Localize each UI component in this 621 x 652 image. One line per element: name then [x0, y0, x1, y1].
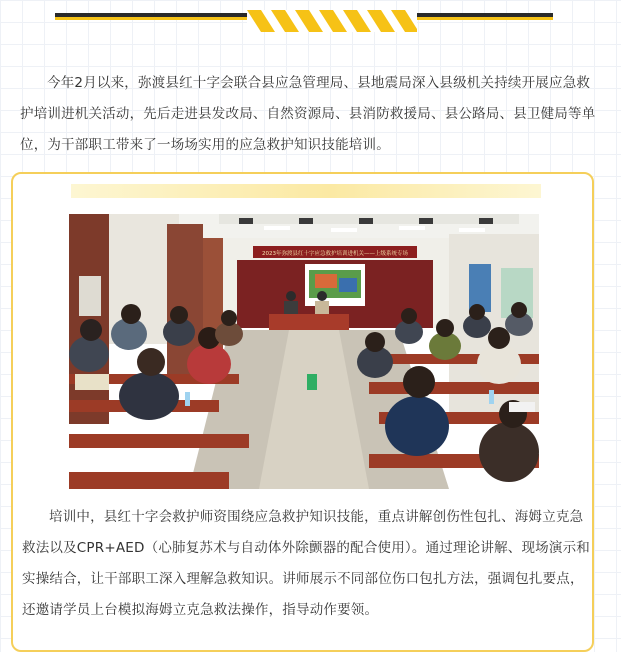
- intro-paragraph: 今年2月以来，弥渡县红十字会联合县应急管理局、县地震局深入县级机关持续开展应急救护培训进机关活动，先后走进县发改局、自然资源局、县消防救援局、县公路局、县卫健局等单位，为干部职工带来了一场场实用的应急救护知识技能培训。: [20, 75, 596, 153]
- stage-banner-text: 2023年弥渡县红十字应急救护培训进机关——上级系统专场: [262, 251, 408, 257]
- top-banner: [55, 10, 553, 32]
- body-paragraph: 培训中，县红十字会救护师资围绕应急救护知识技能，重点讲解创伤性包扎、海姆立克急救法以及CPR+AED（心肺复苏术与自动体外除颤器的配合使用）。通过理论讲解、现场演示和实操结合，让干部职工深入理解急救知识。讲师展示不同部位伤口包扎方法，强调包扎要点，还邀请学员上台模拟海姆立克急救法操作，指导动作要领。: [22, 509, 590, 618]
- training-photo: [69, 214, 539, 489]
- card-highlight-strip: [71, 184, 541, 198]
- banner-stripes: [247, 10, 417, 32]
